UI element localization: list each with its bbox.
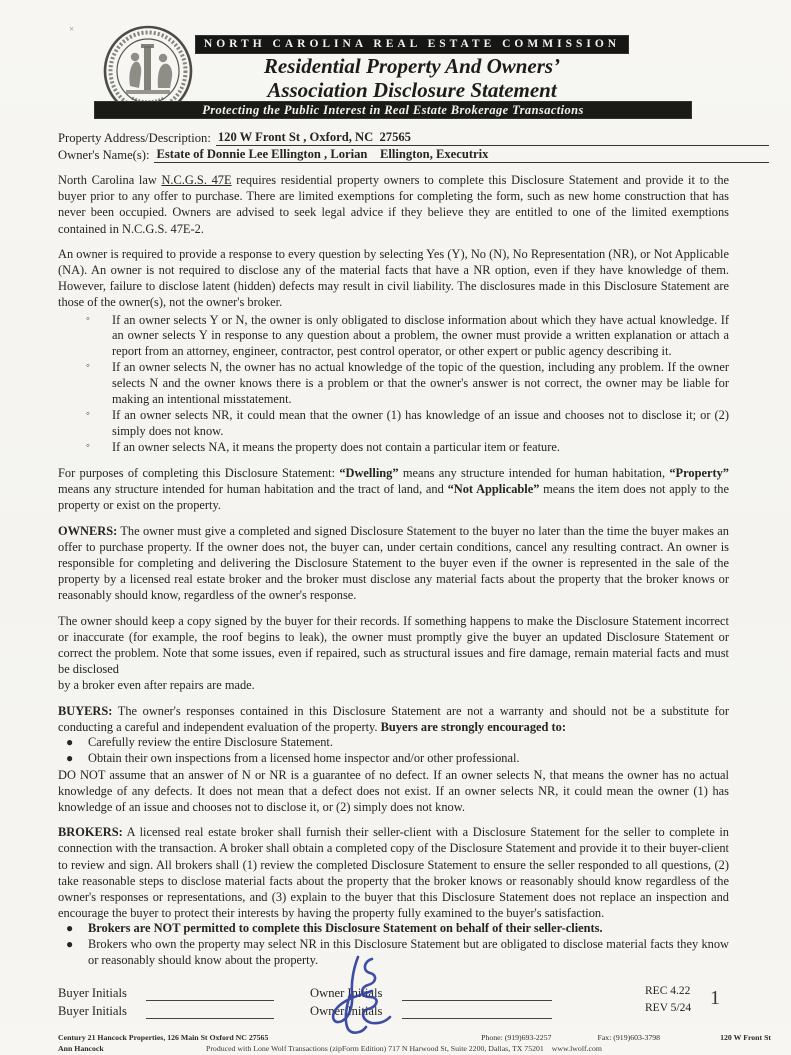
bullet-icon: ● [66,735,74,750]
document-title [196,54,628,102]
buyer-bullet-list [58,735,729,767]
owner-initials-label: Owner Initials [310,985,383,1000]
title-line-2: Association Disclosure Statement [267,78,557,102]
footer-row-2 [58,1044,771,1055]
list-item [58,937,729,969]
paragraph-response-options: An owner is required to provide a response to every question by selecting Yes (Y), No (N), No Representation (NR), or Not Applicable (NA). An owner is not required to disclose any of the material facts that have a NR option, even if they have knowledge of them. However, failure to disclose latent (hidden) defects may result in civil liability. The disclosures made in this Disclosure Statement are those of the owner(s), not the owner's broker. [58,246,729,310]
paragraph-owners: OWNERS: The owner must give a completed and signed Disclosure Statement to the buyer no later than the time the buyer makes an offer to purchase property. If the owner does not, the buyer can, under certain conditions, cancel any resulting contract. An owner is responsible for completing and delivering the Disclosure Statement to the buyer even if the owner is represented in the sale of the property by a licensed real estate broker and the broker must disclose any material facts about the property that the broker knows or reasonably should know, regardless of the owner's response. [58,523,729,603]
list-item-text: Brokers who own the property may select NR in this Disclosure Statement but are obligated to disclose material facts they know or reasonably should know about the property. [88,937,729,968]
office-fax: Fax: (919)603-3798 [597,1032,661,1042]
owner-initials-field[interactable] [402,1005,552,1019]
list-item-text: Brokers are NOT permitted to complete this Disclosure Statement on behalf of their seller-clients. [88,921,603,936]
list-item-text: Obtain their own inspections from a licensed home inspector and/or other professional. [88,750,520,765]
buyer-initials-field[interactable] [146,1005,274,1019]
rec-code: REC 4.22 [645,984,691,997]
list-item [58,751,729,767]
agent-name: Ann Hancock [58,1044,104,1054]
produced-with-text: Produced with Lone Wolf Transactions (zipForm Edition) 717 N Harwood St, Suite 2200, Dallas, TX 75201 [206,1044,544,1054]
hollow-bullet-icon: ◦ [86,360,90,373]
paragraph-brokers: BROKERS: A licensed real estate broker shall furnish their seller-client with a Disclosure Statement for the seller to complete in connection with the transaction. A broker shall obtain a completed copy of the Disclosure Statement and provide it to their buyer-client to review and sign. All brokers shall (1) review the completed Disclosure Statement to ensure the seller responded to all questions, (2) take reasonable steps to disclose material facts about the property that the broker knows or reasonably should know regardless of the owner's responses or representations, and (3) explain to the buyer that this Disclosure Statement does not replace an inspection and encourage the buyer to protect their interests by having the property fully examined to the buyer's satisfaction. [58,825,729,921]
buyer-initials-field[interactable] [146,987,274,1001]
list-item [58,313,729,360]
list-item-text: If an owner selects NA, it means the property does not contain a particular item or feature. [112,440,560,455]
bullet-icon: ● [66,937,74,952]
document-body [58,172,729,969]
lwolf-website-link[interactable]: www.lwolf.com [551,1044,602,1054]
footer-row-1 [58,1033,771,1044]
list-item [58,360,729,407]
owner-name-line [58,146,769,163]
paragraph-do-not: DO NOT assume that an answer of N or NR is a guarantee of no defect. If an owner selects N, that means the owner has no actual knowledge of any defects. It does not mean that a defect does not exist. If an owner selects NR, it could mean the owner (1) has knowledge of an issue and chooses not to disclose it, or (2) simply does not know. [58,767,729,815]
commission-name-bar: NORTH CAROLINA REAL ESTATE COMMISSION [196,36,628,53]
list-item-text: If an owner selects NR, it could mean that the owner (1) has knowledge of an issue and chooses not to disclose it; or (2) simply does not know. [112,408,729,438]
buyer-initials-label: Buyer Initials [58,1003,127,1018]
rev-code: REV 5/24 [645,1001,692,1014]
owner-name-label: Owner's Name(s): [58,148,150,162]
owner-option-bullet-list [58,313,729,456]
list-item-text: Carefully review the entire Disclosure Statement. [88,735,333,750]
initials-section [58,983,769,1023]
list-item-text: If an owner selects N, the owner has no actual knowledge of the topic of the question, including any problem. If the owner selects N and the owner knows there is a problem or that the owner's answer is not correct, the owner may be liable for making an intentional misstatement. [112,360,729,406]
hollow-bullet-icon: ◦ [86,312,90,325]
paragraph-intro: North Carolina law N.C.G.S. 47E requires residential property owners to complete this Disclosure Statement and provide it to the buyer prior to any offer to purchase. There are limited exemptions for completing the form, such as new home construction that has never been occupied. Owners are advised to seek legal advice if they believe they are entitled to one of the limited exemptions contained in N.C.G.S. 47E-2. [58,173,730,236]
revision-codes [645,983,691,1017]
property-address-label: Property Address/Description: [58,131,211,145]
list-item [58,440,729,456]
hollow-bullet-icon: ◦ [86,440,90,453]
broker-bullet-list [58,921,729,968]
list-item [58,735,729,751]
paragraph-buyers: BUYERS: The owner's responses contained in this Disclosure Statement are not a warranty and should not be a substitute for conducting a careful and independent evaluation of the property. Buyers are strongly encouraged to: [58,703,729,734]
document-footer [58,1033,771,1055]
office-info: Century 21 Hancock Properties, 126 Main St Oxford NC 27565 [58,1032,269,1042]
list-item [58,408,729,439]
list-item-text: If an owner selects Y or N, the owner is only obligated to disclose information about which they have actual knowledge. If an owner selects Y in response to any question about a problem, the owner must provide a written explanation or attach a report from an attorney, engineer, contractor, pest control operator, or other expert or public agency describing it. [112,312,729,358]
hollow-bullet-icon: ◦ [86,408,90,421]
scan-artifact-mark: × [69,24,75,34]
owner-name-value[interactable]: Estate of Donnie Lee Ellington , Lorian Ellington, Executrix [154,146,769,163]
document-header [0,0,791,122]
property-address-value[interactable]: 120 W Front St , Oxford, NC 27565 [216,129,769,146]
bullet-icon: ● [66,750,74,765]
property-address-line [58,129,769,146]
bullet-icon: ● [66,921,74,936]
owner-initials-field[interactable] [402,987,552,1001]
list-item [58,921,729,937]
tagline-bar: Protecting the Public Interest in Real Estate Brokerage Transactions [95,102,691,118]
buyer-initials-label: Buyer Initials [58,985,127,1000]
document-reference: 120 W Front St [720,1032,771,1042]
paragraph-definitions: For purposes of completing this Disclosure Statement: “Dwelling” means any structure intended for human habitation, “Property” means any structure intended for human habitation and the tract of land, and “Not Applicable” means the item does not apply to the property or exist on the property. [58,465,729,513]
owner-initials-label: Owner Initials [310,1003,383,1018]
page-number: 1 [710,986,720,1009]
office-phone: Phone: (919)693-2257 [481,1032,552,1042]
title-line-1: Residential Property And Owners’ [263,54,561,78]
paragraph-keep-copy: The owner should keep a copy signed by the buyer for their records. If something happens to make the Disclosure Statement incorrect or inaccurate (for example, the roof begins to leak), the owner must promptly give the buyer an updated Disclosure Statement or correct the problem. Note that some issues, even if repaired, such as structural issues and fire damage, remain material facts and must be disclosed by a broker even after repairs are made. [58,613,729,693]
property-identification [58,129,769,163]
